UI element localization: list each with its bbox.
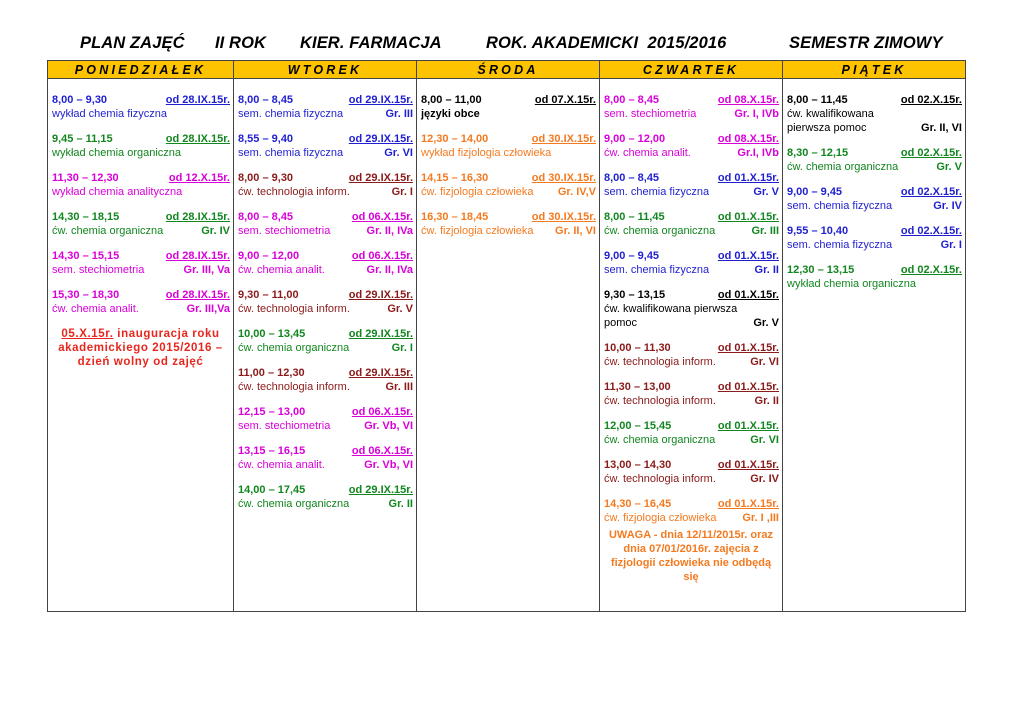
document-title — [0, 34, 1024, 56]
entry-subject: ćw. chemia analit. — [604, 147, 691, 159]
entry-group: Gr. VI — [750, 356, 779, 368]
entry-time: 8,00 – 8,45 — [604, 94, 660, 106]
entry-time: 8,00 – 11,00 — [421, 94, 482, 106]
entry-time: 12,00 – 15,45 — [604, 420, 672, 432]
entry-subject: ćw. technologia inform. — [238, 303, 350, 315]
title-academic-year: ROK. AKADEMICKI 2015/2016 — [486, 34, 727, 52]
title-plan: PLAN ZAJĘĆ — [80, 34, 185, 52]
entry-subject: ćw. kwalifikowana pierwsza pomoc — [787, 108, 874, 134]
schedule-entry — [238, 210, 413, 238]
entry-start-date: od 12.X.15r. — [168, 172, 230, 184]
entry-subject: ćw. chemia organiczna — [52, 225, 164, 237]
entry-subject: ćw. technologia inform. — [604, 356, 716, 368]
entry-subject: sem. chemia fizyczna — [787, 239, 893, 251]
entry-group: Gr. IV — [933, 200, 962, 212]
schedule-entry — [604, 458, 779, 486]
entry-start-date: od 30.IX.15r. — [531, 133, 596, 145]
entry-group: Gr. I — [391, 186, 413, 198]
entry-subject: ćw. chemia organiczna — [238, 498, 350, 510]
entry-start-date: od 01.X.15r. — [717, 420, 779, 432]
day-column-wednesday — [417, 79, 600, 612]
entry-subject: wykład chemia organiczna — [52, 147, 182, 159]
entry-time: 8,00 – 8,45 — [238, 211, 294, 223]
schedule-entry — [238, 132, 413, 160]
entry-time: 14,15 – 16,30 — [421, 172, 489, 184]
entry-time: 9,00 – 9,45 — [787, 186, 843, 198]
entry-group: Gr. V — [753, 317, 779, 329]
entry-subject: ćw. fizjologia człowieka — [421, 225, 534, 237]
entry-subject: ćw. chemia analit. — [52, 303, 139, 315]
entry-start-date: od 08.X.15r. — [717, 94, 779, 106]
day-column-tuesday — [234, 79, 417, 612]
entry-group: Gr. II — [388, 498, 413, 510]
notice-date: 05.X.15r. — [61, 328, 114, 340]
entry-group: Gr. II, VI — [555, 225, 596, 237]
day-header-row — [48, 61, 966, 79]
entry-time: 9,55 – 10,40 — [787, 225, 849, 237]
entry-subject: ćw. chemia analit. — [238, 459, 325, 471]
schedule-entry — [787, 93, 962, 135]
entry-group: Gr. Vb, VI — [364, 420, 413, 432]
entry-start-date: od 01.X.15r. — [717, 498, 779, 510]
entry-time: 12,30 – 14,00 — [421, 133, 489, 145]
entry-start-date: od 30.IX.15r. — [531, 211, 596, 223]
entry-start-date: od 01.X.15r. — [717, 250, 779, 262]
entry-subject: ćw. chemia organiczna — [787, 161, 899, 173]
entry-start-date: od 28.IX.15r. — [165, 289, 230, 301]
entry-time: 10,00 – 13,45 — [238, 328, 306, 340]
entry-subject: ćw. technologia inform. — [604, 473, 716, 485]
entry-group: Gr. I — [940, 239, 962, 251]
schedule-entry — [787, 185, 962, 213]
entry-subject: ćw. fizjologia człowieka — [604, 512, 717, 524]
entry-group: Gr. I — [391, 342, 413, 354]
entry-group: Gr. I, IVb — [734, 108, 779, 120]
entry-group: Gr. III, Va — [183, 264, 230, 276]
schedule-entry — [238, 249, 413, 277]
entry-subject: sem. chemia fizyczna — [604, 186, 710, 198]
entry-subject: ćw. chemia organiczna — [238, 342, 350, 354]
entry-subject: ćw. kwalifikowana pierwsza pomoc — [604, 303, 738, 329]
schedule-entry — [238, 444, 413, 472]
entry-subject: wykład chemia organiczna — [787, 278, 917, 290]
entry-group: Gr. Vb, VI — [364, 459, 413, 471]
entry-group: Gr. V — [753, 186, 779, 198]
notice-text: inauguracja roku akademickiego 2015/2016 – dzień wolny od zajęć — [58, 328, 223, 368]
entry-time: 9,30 – 11,00 — [238, 289, 299, 301]
entry-start-date: od 08.X.15r. — [717, 133, 779, 145]
schedule-entry — [604, 288, 779, 330]
entry-time: 9,00 – 9,45 — [604, 250, 660, 262]
entry-group: Gr. VI — [384, 147, 413, 159]
entry-group: Gr. III — [385, 381, 413, 393]
entries-wednesday — [417, 79, 599, 238]
entry-group: Gr. III,Va — [186, 303, 230, 315]
schedule-entry — [604, 419, 779, 447]
entry-subject: wykład chemia analityczna — [52, 186, 183, 198]
day-header-friday: PIĄTEK — [783, 61, 966, 79]
entry-start-date: od 01.X.15r. — [717, 172, 779, 184]
title-field: KIER. FARMACJA — [300, 34, 442, 52]
schedule-entry — [238, 171, 413, 199]
entry-start-date: od 06.X.15r. — [351, 445, 413, 457]
day-column-monday — [48, 79, 234, 612]
entries-monday — [48, 79, 233, 316]
entry-start-date: od 02.X.15r. — [900, 147, 962, 159]
entry-subject: ćw. fizjologia człowieka — [421, 186, 534, 198]
schedule-entry — [604, 171, 779, 199]
entry-group: Gr. I ,III — [742, 512, 779, 524]
entry-subject: ćw. chemia organiczna — [604, 434, 716, 446]
entry-group: Gr. V — [936, 161, 962, 173]
entry-subject: wykład fizjologia człowieka — [421, 147, 552, 159]
entry-subject: ćw. technologia inform. — [604, 395, 716, 407]
schedule-entry — [604, 341, 779, 369]
entries-tuesday — [234, 79, 416, 511]
entry-group: Gr. IV,V — [557, 186, 596, 198]
entry-start-date: od 29.IX.15r. — [348, 328, 413, 340]
entry-subject: sem. chemia fizyczna — [787, 200, 893, 212]
entry-time: 8,00 – 9,30 — [52, 94, 108, 106]
entry-group: Gr. VI — [750, 434, 779, 446]
entry-time: 14,30 – 15,15 — [52, 250, 120, 262]
entry-subject: sem. stechiometria — [604, 108, 697, 120]
entry-start-date: od 30.IX.15r. — [531, 172, 596, 184]
entry-group: Gr. II, IVa — [366, 225, 413, 237]
entry-subject: ćw. technologia inform. — [238, 186, 350, 198]
entry-subject: sem. chemia fizyczna — [238, 147, 344, 159]
schedule-entry — [604, 497, 779, 525]
entry-start-date: od 28.IX.15r. — [165, 133, 230, 145]
entry-time: 15,30 – 18,30 — [52, 289, 120, 301]
schedule-table — [47, 60, 966, 612]
entry-time: 14,30 – 16,45 — [604, 498, 672, 510]
inauguration-notice — [48, 327, 233, 369]
schedule-entry — [238, 366, 413, 394]
entry-group: Gr. IV — [201, 225, 230, 237]
entry-time: 14,30 – 18,15 — [52, 211, 120, 223]
entry-start-date: od 29.IX.15r. — [348, 94, 413, 106]
entry-start-date: od 29.IX.15r. — [348, 172, 413, 184]
entry-time: 13,15 – 16,15 — [238, 445, 306, 457]
entry-start-date: od 01.X.15r. — [717, 342, 779, 354]
entry-subject: sem. chemia fizyczna — [238, 108, 344, 120]
entry-group: Gr. II, IVa — [366, 264, 413, 276]
schedule-entry — [604, 132, 779, 160]
day-column-thursday — [600, 79, 783, 612]
schedule-entry — [238, 483, 413, 511]
entry-subject: ćw. technologia inform. — [238, 381, 350, 393]
entry-group: Gr. III — [385, 108, 413, 120]
entry-start-date: od 02.X.15r. — [900, 225, 962, 237]
entry-time: 12,15 – 13,00 — [238, 406, 306, 418]
schedule-entry — [52, 210, 230, 238]
entry-start-date: od 02.X.15r. — [900, 94, 962, 106]
entry-start-date: od 06.X.15r. — [351, 406, 413, 418]
schedule-entry — [421, 93, 596, 121]
entry-group: Gr.I, IVb — [737, 147, 779, 159]
entry-group: Gr. V — [387, 303, 413, 315]
entry-time: 8,30 – 12,15 — [787, 147, 849, 159]
schedule-entry — [421, 210, 596, 238]
entry-time: 10,00 – 11,30 — [604, 342, 671, 354]
entry-time: 9,00 – 12,00 — [604, 133, 666, 145]
entry-time: 11,00 – 12,30 — [238, 367, 305, 379]
entry-time: 8,00 – 11,45 — [604, 211, 665, 223]
entry-subject: ćw. chemia analit. — [238, 264, 325, 276]
entries-thursday — [600, 79, 782, 525]
schedule-entry — [787, 224, 962, 252]
schedule-entry — [604, 380, 779, 408]
entry-start-date: od 06.X.15r. — [351, 211, 413, 223]
schedule-entry — [52, 171, 230, 199]
schedule-entry — [604, 93, 779, 121]
entry-start-date: od 01.X.15r. — [717, 289, 779, 301]
schedule-entry — [421, 171, 596, 199]
warning-notice: UWAGA - dnia 12/11/2015r. oraz dnia 07/01/2016r. zajęcia z fizjologii człowieka nie odbędą się — [608, 529, 774, 583]
entry-time: 8,00 – 9,30 — [238, 172, 294, 184]
entry-subject: sem. chemia fizyczna — [604, 264, 710, 276]
entry-start-date: od 07.X.15r. — [534, 94, 596, 106]
entry-start-date: od 29.IX.15r. — [348, 484, 413, 496]
entry-time: 8,00 – 11,45 — [787, 94, 848, 106]
entry-start-date: od 02.X.15r. — [900, 264, 962, 276]
entry-start-date: od 28.IX.15r. — [165, 94, 230, 106]
entry-start-date: od 28.IX.15r. — [165, 250, 230, 262]
entry-time: 13,00 – 14,30 — [604, 459, 672, 471]
schedule-entry — [421, 132, 596, 160]
entry-group: Gr. II — [754, 395, 779, 407]
entry-start-date: od 29.IX.15r. — [348, 367, 413, 379]
entry-subject: sem. stechiometria — [238, 420, 331, 432]
entry-start-date: od 06.X.15r. — [351, 250, 413, 262]
entry-time: 12,30 – 13,15 — [787, 264, 855, 276]
entry-time: 9,00 – 12,00 — [238, 250, 300, 262]
entry-start-date: od 28.IX.15r. — [165, 211, 230, 223]
schedule-entry — [52, 288, 230, 316]
entry-subject: języki obce — [421, 108, 480, 120]
entry-group: Gr. II, VI — [921, 122, 962, 134]
title-semester: SEMESTR ZIMOWY — [789, 34, 943, 52]
title-year: II ROK — [215, 34, 267, 52]
entry-start-date: od 01.X.15r. — [717, 381, 779, 393]
entry-group: Gr. IV — [750, 473, 779, 485]
entry-start-date: od 02.X.15r. — [900, 186, 962, 198]
entry-subject: ćw. chemia organiczna — [604, 225, 716, 237]
entry-time: 8,55 – 9,40 — [238, 133, 294, 145]
entry-subject: sem. stechiometria — [52, 264, 145, 276]
day-header-tuesday: WTOREK — [234, 61, 417, 79]
day-header-thursday: CZWARTEK — [600, 61, 783, 79]
entry-time: 8,00 – 8,45 — [238, 94, 294, 106]
entries-friday — [783, 79, 965, 291]
day-column-friday — [783, 79, 966, 612]
entry-time: 9,45 – 11,15 — [52, 133, 113, 145]
schedule-entry — [787, 263, 962, 291]
entry-time: 14,00 – 17,45 — [238, 484, 306, 496]
schedule-entry — [238, 405, 413, 433]
entry-subject: sem. stechiometria — [238, 225, 331, 237]
entry-group: Gr. II — [754, 264, 779, 276]
entry-start-date: od 01.X.15r. — [717, 211, 779, 223]
entry-start-date: od 29.IX.15r. — [348, 133, 413, 145]
entry-start-date: od 01.X.15r. — [717, 459, 779, 471]
schedule-entry — [787, 146, 962, 174]
schedule-entry — [604, 249, 779, 277]
entry-group: Gr. III — [751, 225, 779, 237]
day-header-wednesday: ŚRODA — [417, 61, 600, 79]
schedule-entry — [238, 288, 413, 316]
schedule-entry — [604, 210, 779, 238]
entry-time: 9,30 – 13,15 — [604, 289, 666, 301]
schedule-entry — [52, 132, 230, 160]
schedule-entry — [238, 93, 413, 121]
day-header-monday: PONIEDZIAŁEK — [48, 61, 234, 79]
entry-time: 11,30 – 12,30 — [52, 172, 119, 184]
schedule-entry — [238, 327, 413, 355]
entry-subject: wykład chemia fizyczna — [52, 108, 167, 120]
schedule-entry — [52, 93, 230, 121]
entry-time: 8,00 – 8,45 — [604, 172, 660, 184]
entry-start-date: od 29.IX.15r. — [348, 289, 413, 301]
entry-time: 11,30 – 13,00 — [604, 381, 671, 393]
entry-time: 16,30 – 18,45 — [421, 211, 489, 223]
schedule-entry — [52, 249, 230, 277]
